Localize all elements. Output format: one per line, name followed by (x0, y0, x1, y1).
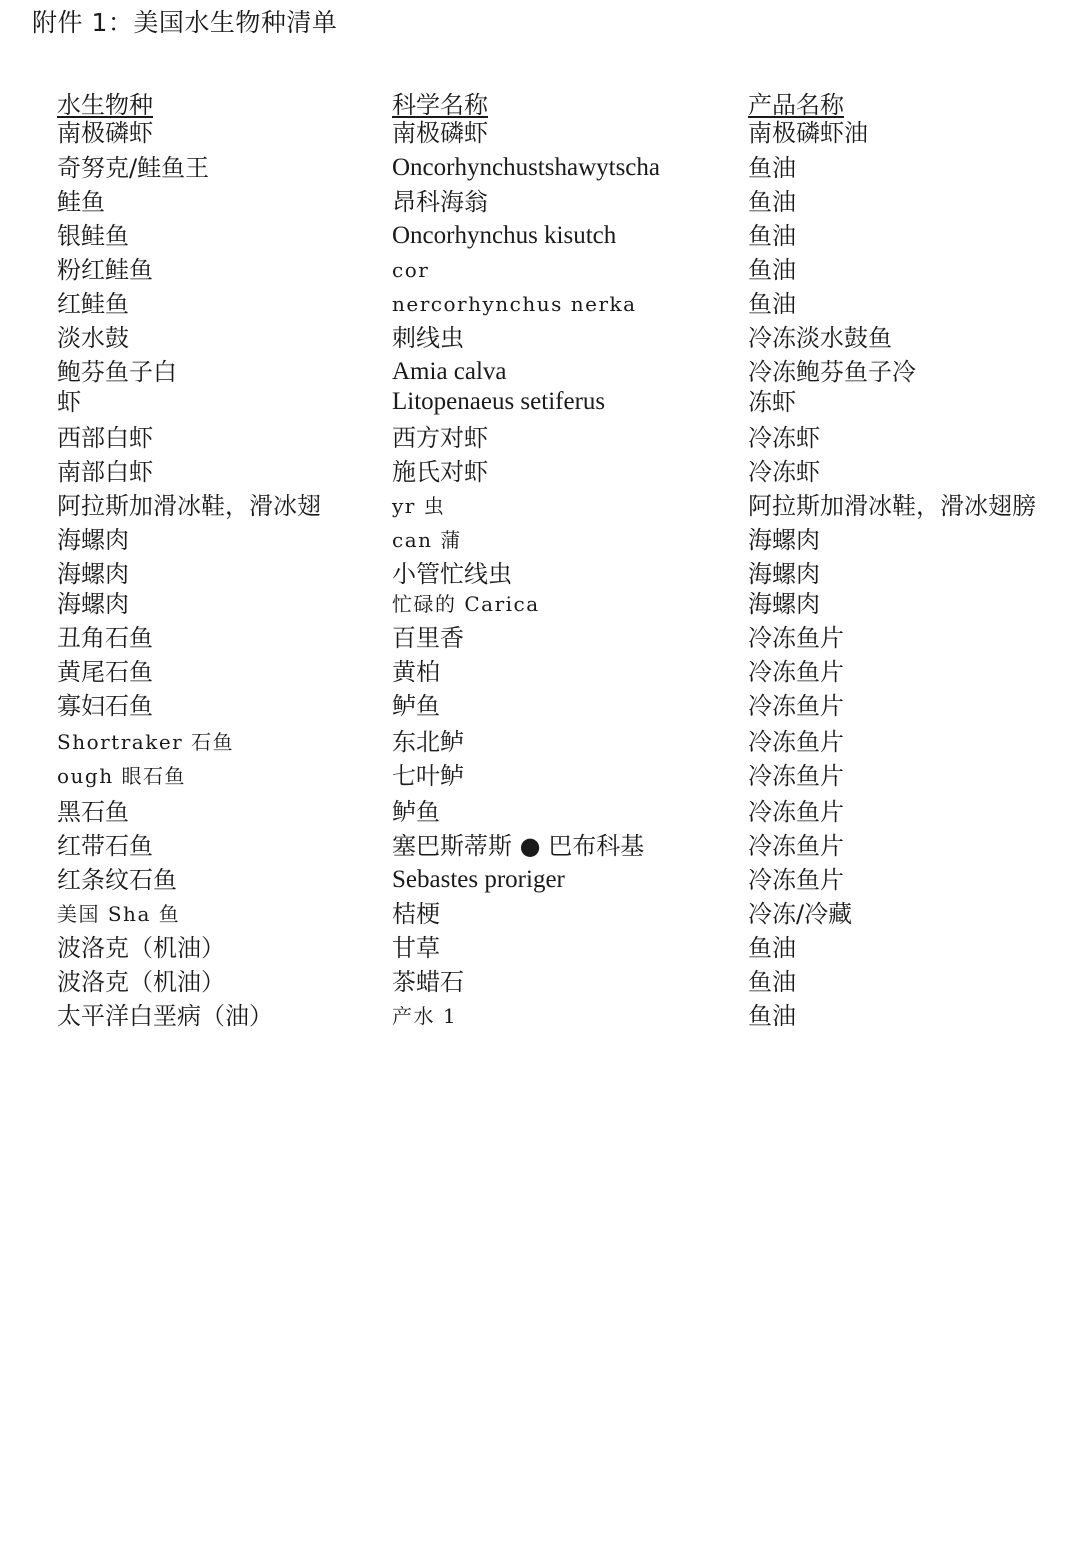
cell-scientific-name: 塞巴斯蒂斯 ● 巴布科基 (392, 832, 645, 860)
cell-aquatic-species: 海螺肉 (57, 560, 129, 588)
cell-aquatic-species: 美国 Sha 鱼 (57, 902, 181, 926)
table-row (0, 690, 1080, 722)
cell-scientific-name: Sebastes proriger (392, 866, 565, 893)
cell-scientific-name: 百里香 (392, 624, 464, 652)
cell-product-name: 冷冻/冷藏 (748, 900, 853, 928)
table-row (0, 117, 1080, 149)
cell-aquatic-species: ough 眼石鱼 (57, 764, 186, 788)
cell-scientific-name: can 蒲 (392, 528, 462, 552)
cell-scientific-name: Amia calva (392, 358, 507, 385)
table-row (0, 220, 1080, 252)
cell-aquatic-species: 波洛克（机油） (57, 968, 225, 996)
cell-aquatic-species: 丑角石鱼 (57, 624, 153, 652)
table-row (0, 656, 1080, 688)
cell-scientific-name: 茶蜡石 (392, 968, 464, 996)
cell-product-name: 冷冻鱼片 (748, 762, 844, 790)
cell-product-name: 冷冻虾 (748, 458, 820, 486)
cell-scientific-name: 小管忙线虫 (392, 560, 512, 588)
table-row (0, 456, 1080, 488)
cell-aquatic-species: 红带石鱼 (57, 832, 153, 860)
table-row (0, 932, 1080, 964)
table-row (0, 356, 1080, 388)
cell-scientific-name: 甘草 (392, 934, 440, 962)
cell-product-name: 南极磷虾油 (748, 119, 868, 147)
cell-aquatic-species: 西部白虾 (57, 424, 153, 452)
cell-scientific-name: Oncorhynchus kisutch (392, 222, 617, 249)
cell-product-name: 鱼油 (748, 256, 796, 284)
cell-product-name: 鱼油 (748, 1002, 796, 1030)
cell-aquatic-species: 南极磷虾 (57, 119, 153, 147)
cell-product-name: 鱼油 (748, 934, 796, 962)
table-row (0, 622, 1080, 654)
cell-aquatic-species: 银鲑鱼 (57, 222, 129, 250)
cell-product-name: 鱼油 (748, 154, 796, 182)
cell-aquatic-species: 黄尾石鱼 (57, 658, 153, 686)
cell-product-name: 冷冻鱼片 (748, 728, 844, 756)
page-title: 附件 1：美国水生物种清单 (32, 8, 338, 37)
cell-aquatic-species: 南部白虾 (57, 458, 153, 486)
cell-product-name: 冷冻鱼片 (748, 798, 844, 826)
cell-aquatic-species: 红条纹石鱼 (57, 866, 177, 894)
table-row (0, 830, 1080, 862)
header-aquatic-species: 水生物种 (57, 91, 153, 119)
table-row (0, 490, 1080, 522)
table-row (0, 152, 1080, 184)
cell-scientific-name: 鲈鱼 (392, 798, 440, 826)
cell-scientific-name: 西方对虾 (392, 424, 488, 452)
table-row (0, 558, 1080, 590)
cell-scientific-name: 昂科海翁 (392, 188, 488, 216)
cell-product-name: 冻虾 (748, 388, 796, 416)
cell-product-name: 鱼油 (748, 290, 796, 318)
table-row (0, 864, 1080, 896)
cell-product-name: 鱼油 (748, 968, 796, 996)
cell-aquatic-species: 淡水鼓 (57, 324, 129, 352)
table-row (0, 760, 1080, 792)
cell-scientific-name: nercorhynchus nerka (392, 292, 637, 316)
cell-product-name: 鱼油 (748, 188, 796, 216)
table-row (0, 726, 1080, 758)
cell-product-name: 海螺肉 (748, 590, 820, 618)
cell-product-name: 鱼油 (748, 222, 796, 250)
cell-scientific-name: 七叶鲈 (392, 762, 464, 790)
header-product-name: 产品名称 (748, 91, 844, 119)
table-row (0, 288, 1080, 320)
table-row (0, 186, 1080, 218)
cell-scientific-name: 东北鲈 (392, 728, 464, 756)
table-row (0, 588, 1080, 620)
cell-product-name: 冷冻虾 (748, 424, 820, 452)
cell-aquatic-species: 海螺肉 (57, 526, 129, 554)
cell-product-name: 海螺肉 (748, 526, 820, 554)
cell-aquatic-species: 鲑鱼 (57, 188, 105, 216)
table-row (0, 322, 1080, 354)
cell-scientific-name: 鲈鱼 (392, 692, 440, 720)
cell-aquatic-species: 寡妇石鱼 (57, 692, 153, 720)
table-row (0, 524, 1080, 556)
cell-scientific-name: 南极磷虾 (392, 119, 488, 147)
cell-product-name: 冷冻鱼片 (748, 866, 844, 894)
cell-product-name: 冷冻鱼片 (748, 624, 844, 652)
cell-scientific-name: 施氏对虾 (392, 458, 488, 486)
table-row (0, 796, 1080, 828)
table-row (0, 386, 1080, 418)
cell-aquatic-species: 奇努克/鲑鱼王 (57, 154, 210, 182)
cell-aquatic-species: 红鲑鱼 (57, 290, 129, 318)
cell-scientific-name: Litopenaeus setiferus (392, 388, 606, 415)
cell-scientific-name: 刺线虫 (392, 324, 464, 352)
cell-product-name: 冷冻鱼片 (748, 692, 844, 720)
cell-product-name: 冷冻鱼片 (748, 832, 844, 860)
cell-aquatic-species: 粉红鲑鱼 (57, 256, 153, 284)
cell-scientific-name: 产水 1 (392, 1004, 458, 1028)
cell-scientific-name: cor (392, 258, 430, 282)
table-row (0, 966, 1080, 998)
cell-aquatic-species: 海螺肉 (57, 590, 129, 618)
cell-scientific-name: 桔梗 (392, 900, 440, 928)
cell-product-name: 海螺肉 (748, 560, 820, 588)
header-scientific-name: 科学名称 (392, 91, 488, 119)
cell-aquatic-species: 太平洋白垩病（油） (57, 1002, 273, 1030)
cell-product-name: 冷冻鲍芬鱼子冷 (748, 358, 916, 386)
cell-product-name: 阿拉斯加滑冰鞋，滑冰翅膀 (748, 492, 1036, 520)
table-row (0, 254, 1080, 286)
cell-scientific-name: Oncorhynchustshawytscha (392, 154, 660, 181)
cell-aquatic-species: Shortraker 石鱼 (57, 730, 235, 754)
table-row (0, 422, 1080, 454)
cell-product-name: 冷冻淡水鼓鱼 (748, 324, 892, 352)
table-row (0, 898, 1080, 930)
cell-aquatic-species: 波洛克（机油） (57, 934, 225, 962)
cell-product-name: 冷冻鱼片 (748, 658, 844, 686)
cell-scientific-name: 黄柏 (392, 658, 440, 686)
table-row (0, 1000, 1080, 1032)
cell-scientific-name: 忙碌的 Carica (392, 592, 540, 616)
cell-aquatic-species: 黑石鱼 (57, 798, 129, 826)
cell-scientific-name: yr 虫 (392, 494, 446, 518)
cell-aquatic-species: 阿拉斯加滑冰鞋，滑冰翅 (57, 492, 321, 520)
cell-aquatic-species: 鲍芬鱼子白 (57, 358, 177, 386)
cell-aquatic-species: 虾 (57, 388, 81, 416)
